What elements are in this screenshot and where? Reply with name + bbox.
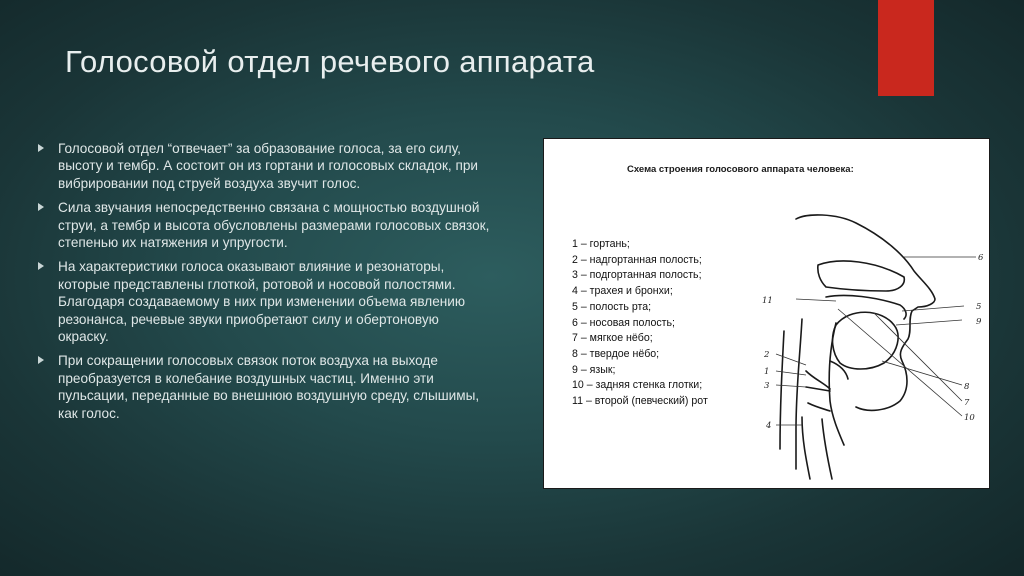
callout-7: 7 — [964, 398, 970, 408]
bullet-text: При сокращении голосовых связок поток воздуха на выходе преобразуется в колебание воздушных частиц. Именно эти пульсации, переданные во внешнюю воздушную среду, слышимы, как голос. — [58, 353, 480, 421]
red-accent-bar — [878, 0, 934, 96]
legend-item: 4 – трахея и бронхи; — [572, 285, 673, 298]
bullet-arrow-icon — [38, 262, 44, 270]
trachea — [802, 417, 832, 479]
figure-caption: Схема строения голосового аппарата человека: — [627, 164, 854, 175]
callout-8: 8 — [964, 382, 970, 392]
tongue — [833, 312, 899, 369]
pharynx-front — [829, 323, 844, 445]
callout-3: 3 — [764, 381, 770, 391]
callout-5: 5 — [976, 302, 982, 312]
larynx — [806, 371, 830, 411]
callout-4: 4 — [766, 421, 772, 431]
legend-item: 6 – носовая полость; — [572, 316, 675, 329]
legend-item: 5 – полость рта; — [572, 300, 652, 313]
vocal-apparatus-figure — [543, 138, 990, 489]
bullet-item — [38, 352, 490, 422]
callout-1: 1 — [764, 367, 770, 377]
callout-10: 10 — [964, 413, 975, 423]
bullet-item — [38, 140, 490, 192]
legend-item: 7 – мягкое нёбо; — [572, 332, 653, 345]
bullet-arrow-icon — [38, 203, 44, 211]
legend-item: 2 – надгортанная полость; — [572, 253, 702, 266]
callout-11: 11 — [762, 296, 773, 306]
bullet-arrow-icon — [38, 356, 44, 364]
epiglottis — [830, 361, 848, 379]
bullet-arrow-icon — [38, 144, 44, 152]
bullet-text: На характеристики голоса оказывают влияние и резонаторы, которые представлены глоткой, ротовой и носовой полостями. Благодаря создаваемому в них при изменении объема явлению резонанса, речевые звуки приобретают силу и обертоновую окраску. — [58, 259, 466, 345]
bullet-list — [38, 140, 490, 429]
bullet-item — [38, 199, 490, 251]
legend-item: 10 – задняя стенка глотки; — [572, 379, 703, 392]
pharynx-back — [796, 319, 802, 469]
callout-9: 9 — [976, 317, 982, 327]
legend-item: 11 – второй (певческий) рот — [572, 395, 708, 408]
bullet-text: Сила звучания непосредственно связана с мощностью воздушной струи, а тембр и высота обусловлены размерами голосовых связок, степенью их натяжения и упругости. — [58, 200, 490, 251]
legend-item: 8 – твердое нёбо; — [572, 347, 660, 360]
figure-legend — [572, 237, 708, 410]
bullet-item — [38, 258, 490, 345]
nasal-cavity — [818, 261, 904, 291]
legend-item: 3 – подгортанная полость; — [572, 269, 702, 282]
legend-item: 1 – гортань; — [572, 238, 630, 250]
legend-item: 9 – язык; — [572, 363, 616, 376]
palate — [826, 295, 906, 319]
bullet-text: Голосовой отдел “отвечает” за образование голоса, за его силу, высоту и тембр. А состоит он из гортани и голосовых складок, при вибрировании под струей воздуха звучит голос. — [58, 141, 478, 191]
neck-back — [780, 331, 784, 449]
callout-2: 2 — [764, 350, 770, 360]
slide-title: Голосовой отдел речевого аппарата — [65, 44, 595, 79]
callout-6: 6 — [978, 253, 984, 263]
